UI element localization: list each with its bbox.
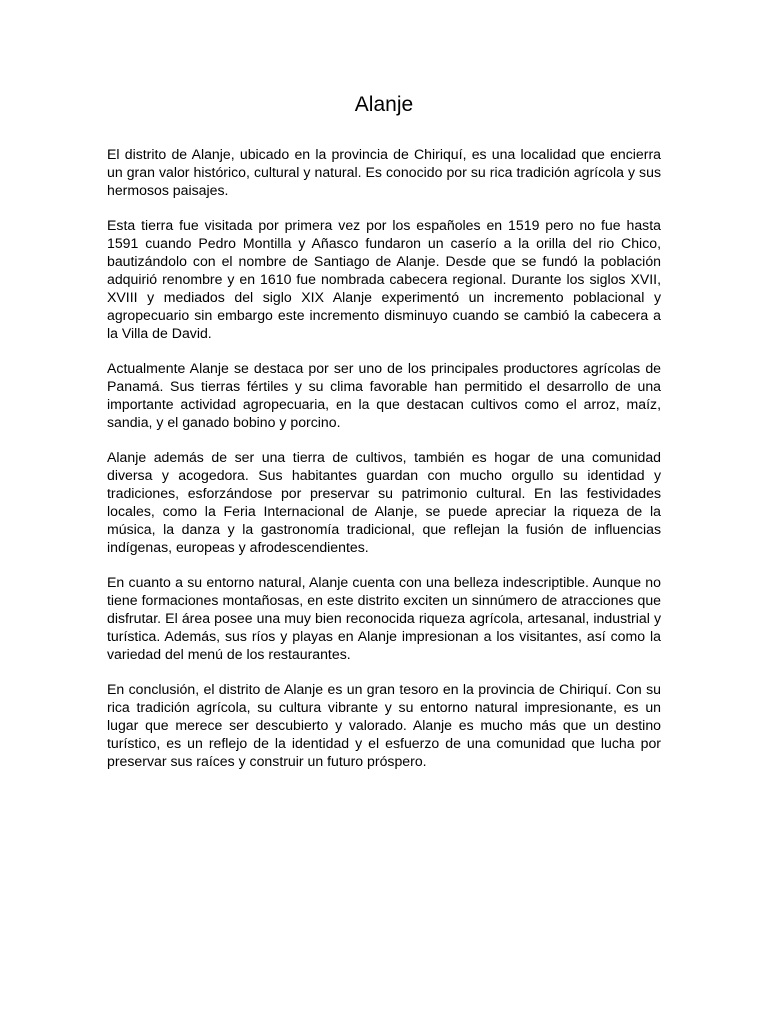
paragraph-culture: Alanje además de ser una tierra de cultivos, también es hogar de una comunidad diversa y acogedora. Sus habitantes guardan con mucho orgullo su identidad y tradiciones, esforzándose por preservar su patrimonio cultural. En las festividades locales, como la Feria Internacional de Alanje, se puede apreciar la riqueza de la música, la danza y la gastronomía tradicional, que reflejan la fusión de influencias indígenas, europeas y afrodescendientes. — [107, 449, 661, 555]
paragraph-intro: El distrito de Alanje, ubicado en la provincia de Chiriquí, es una localidad que encierra un gran valor histórico, cultural y natural. Es conocido por su rica tradición agrícola y sus hermosos paisajes. — [107, 146, 661, 198]
paragraph-history: Esta tierra fue visitada por primera vez por los españoles en 1519 pero no fue hasta 1591 cuando Pedro Montilla y Añasco fundaron un caserío a la orilla del rio Chico, bautizándolo con el nombre de Santiago de Alanje. Desde que se fundó la población adquirió renombre y en 1610 fue nombrada cabecera regional. Durante los siglos XVII, XVIII y mediados del siglo XIX Alanje experimentó un incremento poblacional y agropecuario sin embargo este incremento disminuyo cuando se cambió la cabecera a la Villa de David. — [107, 217, 661, 341]
document-title: Alanje — [354, 93, 414, 116]
paragraph-agriculture: Actualmente Alanje se destaca por ser uno de los principales productores agrícolas de Panamá. Sus tierras fértiles y su clima favorable han permitido el desarrollo de una importante actividad agropecuaria, en la que destacan cultivos como el arroz, maíz, sandia, y el ganado bobino y porcino. — [107, 360, 661, 430]
paragraph-nature: En cuanto a su entorno natural, Alanje cuenta con una belleza indescriptible. Aunque no tiene formaciones montañosas, en este distrito exciten un sinnúmero de atracciones que disfrutar. El área posee una muy bien reconocida riqueza agrícola, artesanal, industrial y turística. Además, sus ríos y playas en Alanje impresionan a los visitantes, así como la variedad del menú de los restaurantes. — [107, 574, 661, 662]
document-body — [107, 145, 661, 787]
paragraph-conclusion: En conclusión, el distrito de Alanje es un gran tesoro en la provincia de Chiriquí. Con su rica tradición agrícola, su cultura vibrante y su entorno natural impresionante, es un lugar que merece ser descubierto y valorado. Alanje es mucho más que un destino turístico, es un reflejo de la identidad y el esfuerzo de una comunidad que lucha por preservar sus raíces y construir un futuro próspero. — [107, 681, 661, 769]
